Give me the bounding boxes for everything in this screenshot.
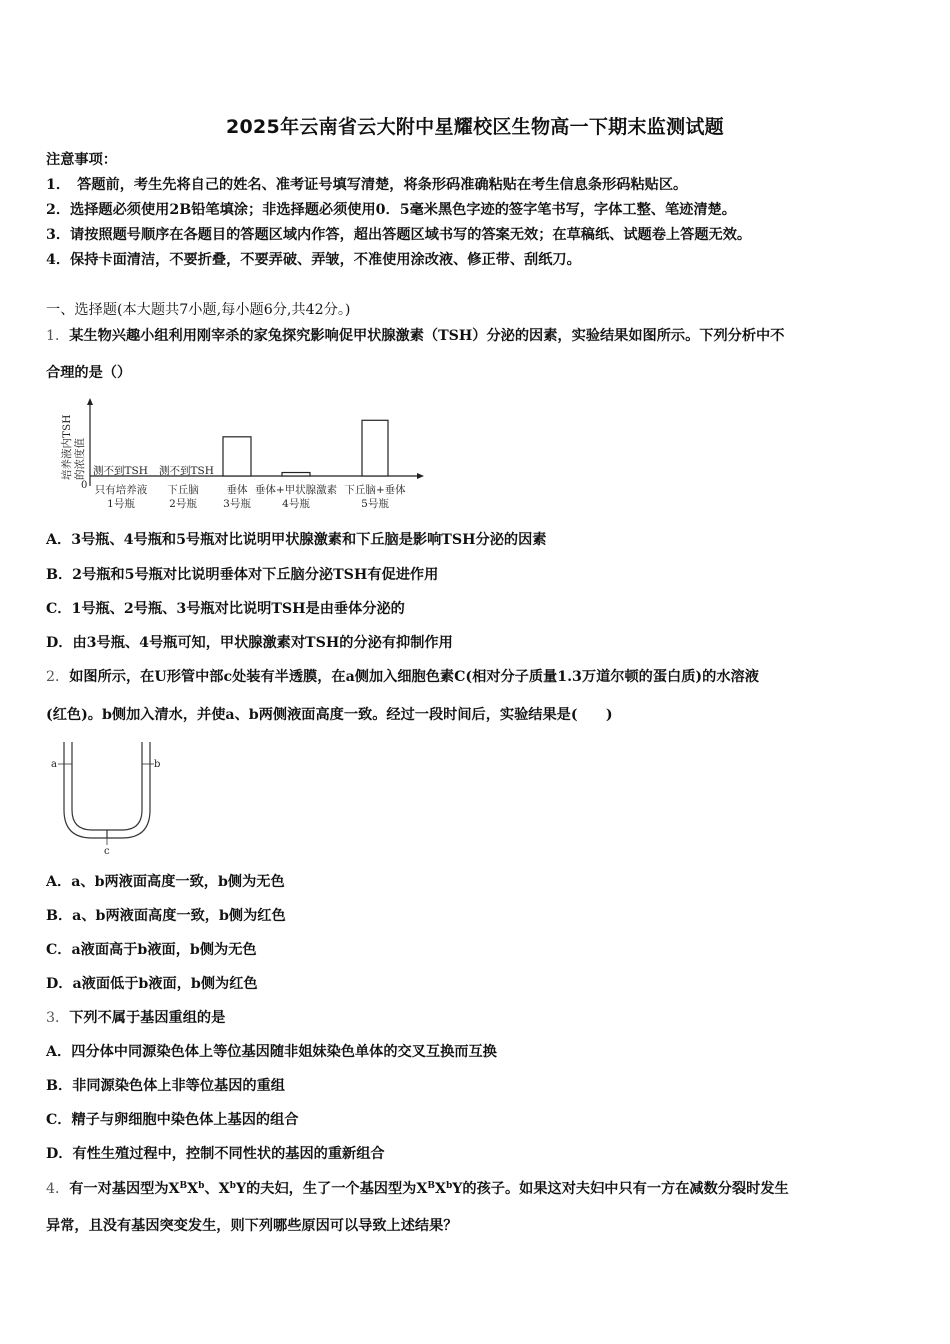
y-axis-label-line2: 的浓度值 bbox=[74, 438, 86, 480]
label-a: a bbox=[51, 759, 57, 770]
u-tube-outer-wall bbox=[64, 742, 150, 838]
notice-item: 4．保持卡面清洁，不要折叠，不要弄破、弄皱，不准使用涂改液、修正带、刮纸刀。 bbox=[46, 252, 581, 268]
question-text: 有一对基因型为X bbox=[69, 1181, 180, 1197]
question-text: 下列不属于基因重组的是 bbox=[69, 1010, 226, 1026]
x-tick-label: 只有培养液 bbox=[94, 484, 148, 496]
superscript: b bbox=[198, 1181, 205, 1191]
x-axis-arrow bbox=[417, 473, 424, 479]
notice-heading: 注意事项： bbox=[46, 152, 117, 168]
superscript: B bbox=[179, 1181, 188, 1191]
x-tick-label: 垂体 bbox=[226, 484, 248, 496]
option-c: C．a液面高于b液面，b侧为无色 bbox=[46, 942, 257, 958]
question-number: 3． bbox=[46, 1010, 70, 1026]
option-c: C．精子与卵细胞中染色体上基因的组合 bbox=[46, 1112, 299, 1128]
option-b: B．2号瓶和5号瓶对比说明垂体对下丘脑分泌TSH有促进作用 bbox=[46, 567, 439, 583]
option-a: A．a、b两液面高度一致，b侧为无色 bbox=[46, 874, 285, 890]
question-4-stem-cont: 异常，且没有基因突变发生，则下列哪些原因可以导致上述结果？ bbox=[46, 1218, 458, 1234]
notice-item: 1． 答题前，考生先将自己的姓名、准考证号填写清楚，将条形码准确粘贴在考生信息条形码粘贴区。 bbox=[46, 177, 688, 193]
x-tick-bottle-label: 1号瓶 bbox=[107, 498, 135, 510]
option-d: D．a液面低于b液面，b侧为红色 bbox=[46, 976, 258, 992]
label-b: b bbox=[154, 759, 161, 770]
question-3-stem bbox=[46, 1008, 225, 1028]
origin-label: 0 bbox=[81, 480, 88, 491]
tsh-bar-chart bbox=[56, 396, 436, 516]
page-title: 2025年云南省云大附中星耀校区生物高一下期末监测试题 bbox=[226, 116, 724, 138]
option-d: D．由3号瓶、4号瓶可知，甲状腺激素对TSH的分泌有抑制作用 bbox=[46, 635, 453, 651]
notice-item: 2．选择题必须使用2B铅笔填涂；非选择题必须使用0．5毫米黑色字迹的签字笔书写，字体工整、笔迹清楚。 bbox=[46, 202, 736, 218]
y-axis-label-line1: 培养液内TSH bbox=[61, 414, 73, 480]
question-text: Y的孩子。如果这对夫妇中只有一方在减数分裂时发生 bbox=[452, 1181, 789, 1197]
option-a: A．四分体中同源染色体上等位基因随非姐妹染色单体的交叉互换而互换 bbox=[46, 1044, 497, 1060]
option-c: C．1号瓶、2号瓶、3号瓶对比说明TSH是由垂体分泌的 bbox=[46, 601, 405, 617]
question-text: X bbox=[187, 1181, 199, 1197]
question-text: Y的夫妇，生了一个基因型为X bbox=[235, 1181, 428, 1197]
superscript: b bbox=[445, 1181, 453, 1191]
x-tick-label: 垂体+甲状腺激素 bbox=[254, 484, 338, 496]
option-d: D．有性生殖过程中，控制不同性状的基因的重新组合 bbox=[46, 1146, 385, 1162]
question-text: 某生物兴趣小组利用刚宰杀的家兔探究影响促甲状腺激素（TSH）分泌的因素，实验结果如图所示。下列分析中不 bbox=[69, 328, 785, 344]
question-text: X bbox=[434, 1181, 446, 1197]
x-tick-bottle-label: 4号瓶 bbox=[282, 498, 310, 510]
bar-5 bbox=[362, 420, 388, 476]
x-tick-bottle-label: 2号瓶 bbox=[169, 498, 197, 510]
question-text: 、X bbox=[204, 1181, 230, 1197]
question-number: 4． bbox=[46, 1181, 70, 1197]
x-tick-label: 下丘脑+垂体 bbox=[344, 484, 406, 496]
x-tick-bottle-label: 5号瓶 bbox=[361, 498, 389, 510]
superscript: b bbox=[229, 1181, 236, 1191]
question-2-stem bbox=[46, 667, 759, 687]
annotation-not-detected: 测不到TSH bbox=[93, 465, 148, 477]
x-tick-label: 下丘脑 bbox=[167, 484, 199, 496]
option-b: B．非同源染色体上非等位基因的重组 bbox=[46, 1078, 285, 1094]
x-tick-bottle-label: 3号瓶 bbox=[223, 498, 251, 510]
question-number: 2． bbox=[46, 669, 70, 685]
question-2-stem-cont: (红色)。b侧加入清水，并使a、b两侧液面高度一致。经过一段时间后，实验结果是( ) bbox=[46, 707, 613, 723]
u-tube-inner-wall bbox=[72, 742, 142, 830]
bar-3 bbox=[223, 437, 251, 476]
notice-item: 3．请按照题号顺序在各题目的答题区域内作答，超出答题区域书写的答案无效；在草稿纸、试题卷上答题无效。 bbox=[46, 227, 752, 243]
y-axis-label bbox=[60, 415, 86, 480]
question-4-stem bbox=[46, 1179, 789, 1199]
option-b: B．a、b两液面高度一致，b侧为红色 bbox=[46, 908, 286, 924]
question-1-stem-cont: 合理的是（） bbox=[46, 365, 132, 381]
question-text: 如图所示，在U形管中部c处装有半透膜，在a侧加入细胞色素C(相对分子质量1.3万道尔顿的蛋白质)的水溶液 bbox=[69, 669, 759, 685]
y-axis-arrow bbox=[87, 398, 93, 405]
superscript: B bbox=[427, 1181, 435, 1191]
option-a: A．3号瓶、4号瓶和5号瓶对比说明甲状腺激素和下丘脑是影响TSH分泌的因素 bbox=[46, 532, 547, 548]
section-heading: 一、选择题(本大题共7小题,每小题6分,共42分。) bbox=[46, 302, 351, 318]
bar-4 bbox=[282, 473, 310, 476]
u-tube-figure bbox=[50, 738, 170, 858]
label-c: c bbox=[104, 846, 110, 857]
annotation-not-detected: 测不到TSH bbox=[159, 465, 214, 477]
question-number: 1． bbox=[46, 328, 70, 344]
question-1-stem bbox=[46, 326, 784, 346]
